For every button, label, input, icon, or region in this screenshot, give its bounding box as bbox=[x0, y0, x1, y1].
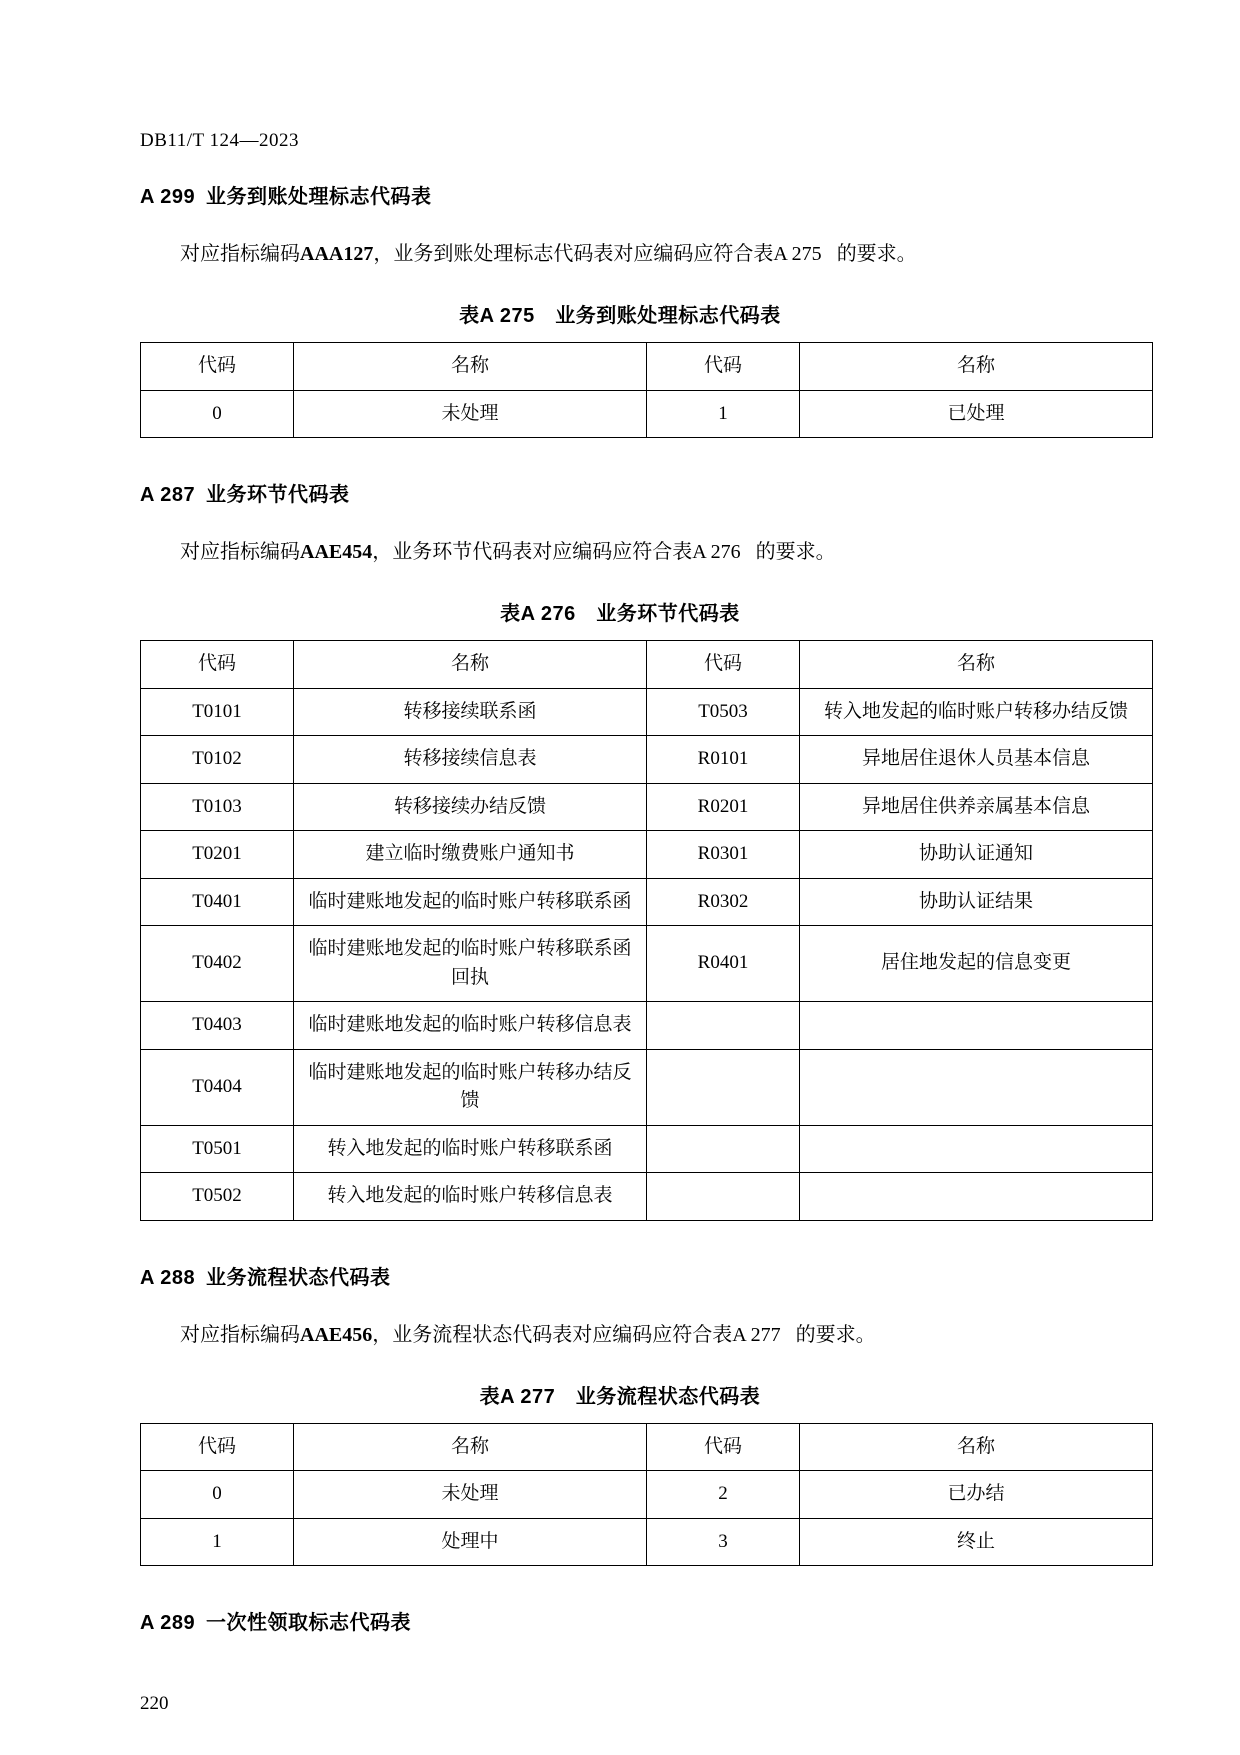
cell-name: 临时建账地发起的临时账户转移办结反馈 bbox=[294, 1049, 647, 1125]
paragraph-a299 bbox=[140, 235, 1100, 273]
cell-code: 1 bbox=[647, 390, 800, 438]
cell-name: 转移接续办结反馈 bbox=[294, 783, 647, 831]
clause-heading-a299 bbox=[140, 180, 1100, 209]
table-a275 bbox=[140, 342, 1153, 438]
cell-name: 转入地发起的临时账户转移信息表 bbox=[294, 1173, 647, 1221]
column-header-code-2: 代码 bbox=[647, 641, 800, 689]
cell-name: 已办结 bbox=[800, 1471, 1153, 1519]
cell-name: 处理中 bbox=[294, 1518, 647, 1566]
paragraph-a288-table-ref: A 277 bbox=[732, 1323, 781, 1346]
cell-name bbox=[800, 1125, 1153, 1173]
cell-name: 转移接续信息表 bbox=[294, 736, 647, 784]
cell-name: 未处理 bbox=[294, 1471, 647, 1519]
table-a276 bbox=[140, 640, 1153, 1221]
cell-code bbox=[647, 1173, 800, 1221]
paragraph-a288-prefix: 对应指标编码 bbox=[180, 1323, 300, 1346]
cell-code: 3 bbox=[647, 1518, 800, 1566]
table-caption-a275: 表A 275 业务到账处理标志代码表 bbox=[459, 305, 781, 327]
cell-code: 1 bbox=[141, 1518, 294, 1566]
cell-code: T0501 bbox=[141, 1125, 294, 1173]
cell-name: 居住地发起的信息变更 bbox=[800, 926, 1153, 1002]
cell-name bbox=[800, 1173, 1153, 1221]
cell-name bbox=[800, 1049, 1153, 1125]
column-header-code-2: 代码 bbox=[647, 1423, 800, 1471]
clause-title-a289: 一次性领取标志代码表 bbox=[206, 1612, 411, 1634]
cell-code bbox=[647, 1002, 800, 1050]
paragraph-a287-code: AAE454 bbox=[300, 541, 373, 563]
cell-code: R0201 bbox=[647, 783, 800, 831]
clause-number-a289: A 289 bbox=[140, 1612, 196, 1634]
table-header-row bbox=[141, 641, 1153, 689]
cell-code bbox=[647, 1125, 800, 1173]
cell-name: 临时建账地发起的临时账户转移联系函回执 bbox=[294, 926, 647, 1002]
clause-number-a288: A 288 bbox=[140, 1266, 196, 1289]
column-header-code-1: 代码 bbox=[141, 641, 294, 689]
cell-name: 协助认证结果 bbox=[800, 878, 1153, 926]
table-row bbox=[141, 736, 1153, 784]
table-row bbox=[141, 1518, 1153, 1566]
cell-code: R0301 bbox=[647, 831, 800, 879]
cell-name: 终止 bbox=[800, 1518, 1153, 1566]
page-number: 220 bbox=[140, 1693, 169, 1714]
paragraph-a299-mid: ，业务到账处理标志代码表对应编码应符合表 bbox=[373, 243, 774, 265]
cell-name: 异地居住退休人员基本信息 bbox=[800, 736, 1153, 784]
section-a299 bbox=[140, 180, 1100, 438]
table-row bbox=[141, 1125, 1153, 1173]
cell-code: T0402 bbox=[141, 926, 294, 1002]
table-row bbox=[141, 1471, 1153, 1519]
column-header-name-1: 名称 bbox=[294, 1423, 647, 1471]
section-a289 bbox=[140, 1606, 1100, 1635]
cell-name: 建立临时缴费账户通知书 bbox=[294, 831, 647, 879]
table-row bbox=[141, 1049, 1153, 1125]
paragraph-a287-prefix: 对应指标编码 bbox=[180, 541, 300, 563]
paragraph-a287-suffix: 的要求。 bbox=[755, 541, 836, 563]
cell-code: 0 bbox=[141, 1471, 294, 1519]
table-header-row bbox=[141, 1423, 1153, 1471]
column-header-name-2: 名称 bbox=[800, 641, 1153, 689]
table-row bbox=[141, 1002, 1153, 1050]
table-row bbox=[141, 390, 1153, 438]
table-row bbox=[141, 688, 1153, 736]
paragraph-a299-prefix: 对应指标编码 bbox=[180, 243, 300, 265]
clause-number-a299: A 299 bbox=[140, 186, 196, 208]
table-a277 bbox=[140, 1423, 1153, 1567]
cell-code: T0503 bbox=[647, 688, 800, 736]
cell-name: 转入地发起的临时账户转移办结反馈 bbox=[800, 688, 1153, 736]
table-caption-a276: 表A 276 业务环节代码表 bbox=[500, 603, 740, 625]
paragraph-a288-mid: ，业务流程状态代码表对应编码应符合表 bbox=[372, 1323, 733, 1346]
column-header-name-1: 名称 bbox=[294, 641, 647, 689]
column-header-name-2: 名称 bbox=[800, 343, 1153, 391]
cell-name: 协助认证通知 bbox=[800, 831, 1153, 879]
table-row bbox=[141, 783, 1153, 831]
column-header-code-1: 代码 bbox=[141, 343, 294, 391]
column-header-code-1: 代码 bbox=[141, 1423, 294, 1471]
paragraph-a299-code: AAA127 bbox=[300, 243, 374, 265]
clause-number-a287: A 287 bbox=[140, 484, 196, 506]
cell-code: R0101 bbox=[647, 736, 800, 784]
cell-name: 异地居住供养亲属基本信息 bbox=[800, 783, 1153, 831]
cell-code: T0101 bbox=[141, 688, 294, 736]
clause-heading-a287 bbox=[140, 478, 1100, 507]
section-a287 bbox=[140, 478, 1128, 1221]
column-header-name-2: 名称 bbox=[800, 1423, 1153, 1471]
cell-code: R0401 bbox=[647, 926, 800, 1002]
section-a288 bbox=[140, 1261, 1100, 1567]
cell-name: 转入地发起的临时账户转移联系函 bbox=[294, 1125, 647, 1173]
clause-title-a287: 业务环节代码表 bbox=[206, 484, 350, 506]
clause-title-a288: 业务流程状态代码表 bbox=[206, 1266, 391, 1289]
column-header-name-1: 名称 bbox=[294, 343, 647, 391]
paragraph-a287-table-ref: A 276 bbox=[692, 541, 741, 563]
paragraph-a287 bbox=[140, 533, 1100, 571]
cell-code: T0102 bbox=[141, 736, 294, 784]
clause-heading-a289 bbox=[140, 1606, 1100, 1635]
cell-name: 临时建账地发起的临时账户转移信息表 bbox=[294, 1002, 647, 1050]
cell-name bbox=[800, 1002, 1153, 1050]
cell-code: T0403 bbox=[141, 1002, 294, 1050]
paragraph-a288-suffix: 的要求。 bbox=[795, 1323, 876, 1346]
paragraph-a299-table-ref: A 275 bbox=[773, 243, 822, 265]
paragraph-a288 bbox=[140, 1316, 1100, 1354]
paragraph-a288-code: AAE456 bbox=[300, 1323, 373, 1346]
cell-code bbox=[647, 1049, 800, 1125]
table-header-row bbox=[141, 343, 1153, 391]
table-row bbox=[141, 926, 1153, 1002]
cell-code: T0401 bbox=[141, 878, 294, 926]
clause-heading-a288 bbox=[140, 1261, 1100, 1290]
table-caption-a277: 表A 277 业务流程状态代码表 bbox=[479, 1385, 761, 1408]
table-row bbox=[141, 831, 1153, 879]
cell-code: 0 bbox=[141, 390, 294, 438]
cell-code: R0302 bbox=[647, 878, 800, 926]
cell-name: 临时建账地发起的临时账户转移联系函 bbox=[294, 878, 647, 926]
cell-code: T0201 bbox=[141, 831, 294, 879]
table-row bbox=[141, 878, 1153, 926]
page-header-standard-code: DB11/T 124—2023 bbox=[140, 130, 299, 151]
cell-code: T0404 bbox=[141, 1049, 294, 1125]
cell-code: T0103 bbox=[141, 783, 294, 831]
column-header-code-2: 代码 bbox=[647, 343, 800, 391]
cell-code: 2 bbox=[647, 1471, 800, 1519]
table-row bbox=[141, 1173, 1153, 1221]
cell-code: T0502 bbox=[141, 1173, 294, 1221]
cell-name: 转移接续联系函 bbox=[294, 688, 647, 736]
clause-title-a299: 业务到账处理标志代码表 bbox=[206, 186, 432, 208]
paragraph-a287-mid: ，业务环节代码表对应编码应符合表 bbox=[372, 541, 693, 563]
cell-name: 未处理 bbox=[294, 390, 647, 438]
paragraph-a299-suffix: 的要求。 bbox=[836, 243, 917, 265]
cell-name: 已处理 bbox=[800, 390, 1153, 438]
